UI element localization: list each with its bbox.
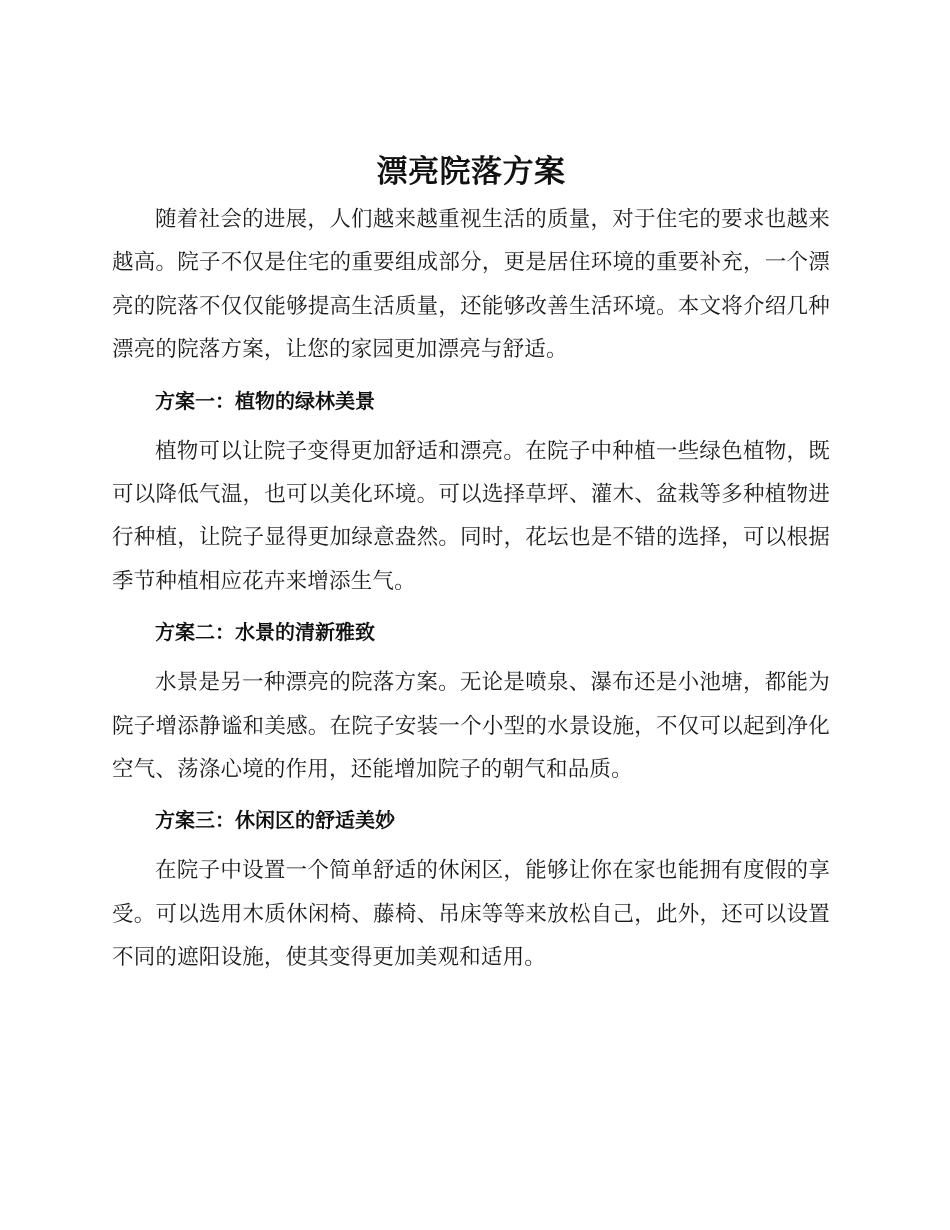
intro-paragraph: 随着社会的进展，人们越来越重视生活的质量，对于住宅的要求也越来越高。院子不仅是住宅的重要组成部分，更是居住环境的重要补充，一个漂亮的院落不仅仅能够提高生活质量，还能够改善生活环境。本文将介绍几种漂亮的院落方案，让您的家园更加漂亮与舒适。: [112, 207, 830, 363]
section-body-plants: 植物可以让院子变得更加舒适和漂亮。在院子中种植一些绿色植物，既可以降低气温，也可以美化环境。可以选择草坪、灌木、盆栽等多种植物进行种植，让院子显得更加绿意盎然。同时，花坛也是不错的选择，可以根据季节种植相应花卉来增添生气。: [112, 438, 830, 594]
document-page: [112, 150, 830, 980]
section-body-water: 水景是另一种漂亮的院落方案。无论是喷泉、瀑布还是小池塘，都能为院子增添静谧和美感。在院子安装一个小型的水景设施，不仅可以起到净化空气、荡涤心境的作用，还能增加院子的朝气和品质。: [112, 670, 830, 783]
section-heading-leisure: 方案三：休闲区的舒适美妙: [155, 808, 395, 833]
section-body-leisure: 在院子中设置一个简单舒适的休闲区，能够让你在家也能拥有度假的享受。可以选用木质休闲椅、藤椅、吊床等等来放松自己，此外，还可以设置不同的遮阳设施，使其变得更加美观和适用。: [112, 858, 830, 971]
section-heading-plants: 方案一：植物的绿林美景: [155, 388, 375, 413]
document-title: 漂亮院落方案: [376, 154, 566, 190]
section-heading-water: 方案二：水景的清新雅致: [155, 620, 375, 645]
